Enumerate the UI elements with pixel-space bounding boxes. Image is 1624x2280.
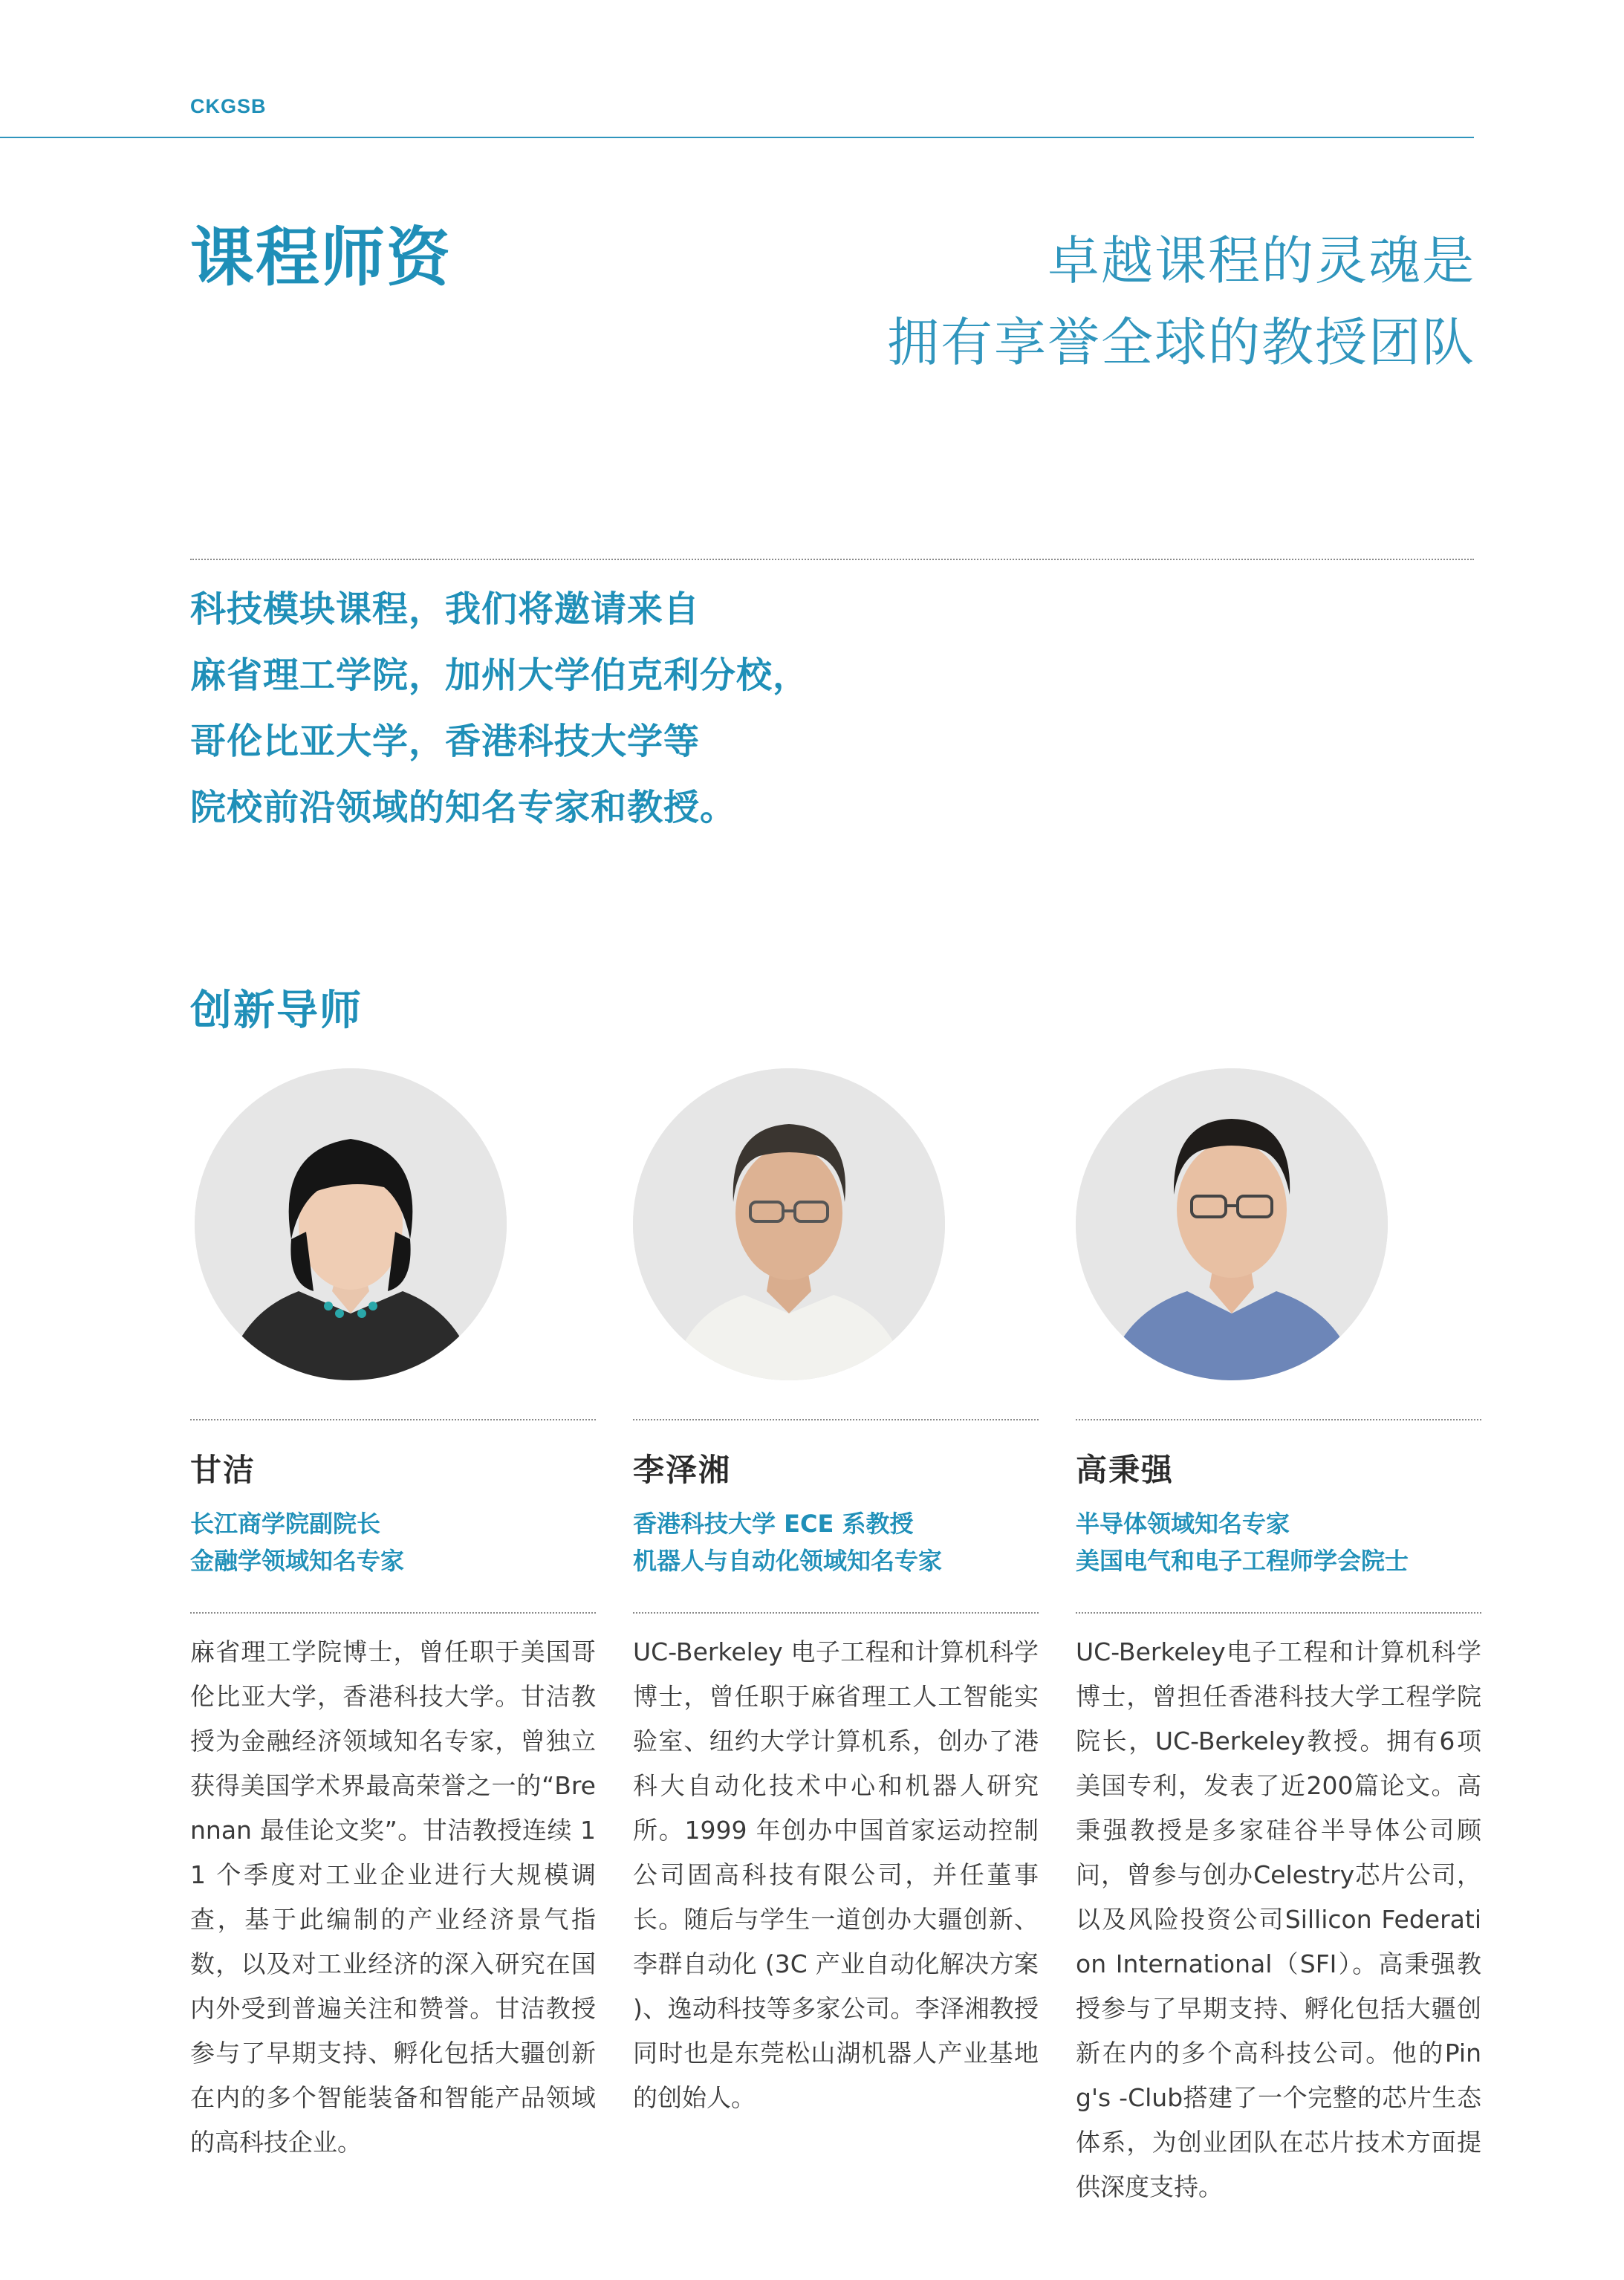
page-title: 课程师资 <box>190 221 452 295</box>
mentor-card-2 <box>633 1068 1039 2112</box>
name-divider <box>1076 1419 1481 1420</box>
mentor-role: 长江商学院副院长 <box>190 1510 381 1538</box>
mentor-card-3 <box>1076 1068 1481 2201</box>
mentor-name: 高秉强 <box>1076 1452 1175 1488</box>
bio-divider <box>633 1612 1039 1614</box>
mentor-role: 美国电气和电子工程师学会院士 <box>1076 1547 1409 1575</box>
mentor-roles <box>633 1505 942 1579</box>
bio-divider <box>1076 1612 1481 1614</box>
mentor-roles <box>190 1505 404 1579</box>
mentor-name: 甘洁 <box>190 1452 256 1488</box>
mentor-photo <box>195 1068 507 1380</box>
mentor-bio: UC-Berkeley 电子工程和计算机科学博士，曾任职于麻省理工人工智能实验室、纽约大学计算机系，创办了港科大自动化技术中心和机器人研究所。1999 年创办中国首家运动控制公司固高科技有限公司，并任董事长。随后与学生一道创办大疆创新、李群自动化 (3C 产业自动化解决方案 )、逸动科技等多家公司。李泽湘教授同时也是东莞松山湖机器人产业基地的创始人。 <box>633 1637 1039 2112</box>
header-divider <box>0 137 1474 138</box>
mentor-name: 李泽湘 <box>633 1452 732 1488</box>
section-title: 创新导师 <box>190 987 363 1035</box>
brand-logo-text: CKGSB <box>190 95 267 117</box>
intro-line-4: 院校前沿领域的知名专家和教授。 <box>190 787 737 828</box>
tagline-line-1: 卓越课程的灵魂是 <box>1048 230 1475 291</box>
name-divider <box>633 1419 1039 1420</box>
mentor-role: 机器人与自动化领域知名专家 <box>633 1547 943 1575</box>
mentor-role: 金融学领域知名专家 <box>190 1547 405 1575</box>
mentor-role: 香港科技大学 ECE 系教授 <box>633 1510 914 1538</box>
name-divider <box>190 1419 596 1420</box>
mentor-role: 半导体领域知名专家 <box>1076 1510 1290 1538</box>
mentor-photo <box>1076 1068 1388 1380</box>
intro-line-3: 哥伦比亚大学，香港科技大学等 <box>190 721 701 762</box>
intro-line-1: 科技模块课程，我们将邀请来自 <box>190 588 701 630</box>
page-tagline <box>887 220 1475 383</box>
tagline-line-2: 拥有享誉全球的教授团队 <box>887 312 1475 373</box>
mentor-roles <box>1076 1505 1409 1579</box>
mentor-card-1 <box>190 1068 596 2157</box>
mentor-bio: UC-Berkeley电子工程和计算机科学博士，曾担任香港科技大学工程学院院长，UC-Berkeley教授。拥有6项美国专利，发表了近200篇论文。高秉强教授是多家硅谷半导体公司顾问，曾参与创办Celestry芯片公司，以及风险投资公司Sillicon Federation International（SFI）。高秉强教授参与了早期支持、孵化包括大疆创新在内的多个高科技公司。他的Ping's -Club搭建了一个完整的芯片生态体系，为创业团队在芯片技术方面提供深度支持。 <box>1076 1637 1481 2201</box>
mentor-photo <box>633 1068 945 1380</box>
mentor-bio: 麻省理工学院博士，曾任职于美国哥伦比亚大学，香港科技大学。甘洁教授为金融经济领域知名专家，曾独立获得美国学术界最高荣誉之一的“Brennan 最佳论文奖”。甘洁教授连续 11 个季度对工业企业进行大规模调查，基于此编制的产业经济景气指数，以及对工业经济的深入研究在国内外受到普遍关注和赞誉。甘洁教授参与了早期支持、孵化包括大疆创新在内的多个智能装备和智能产品领域的高科技企业。 <box>190 1637 596 2157</box>
intro-line-2: 麻省理工学院，加州大学伯克利分校， <box>190 655 810 696</box>
bio-divider <box>190 1612 596 1614</box>
intro-text <box>190 577 809 841</box>
intro-divider <box>190 559 1474 560</box>
